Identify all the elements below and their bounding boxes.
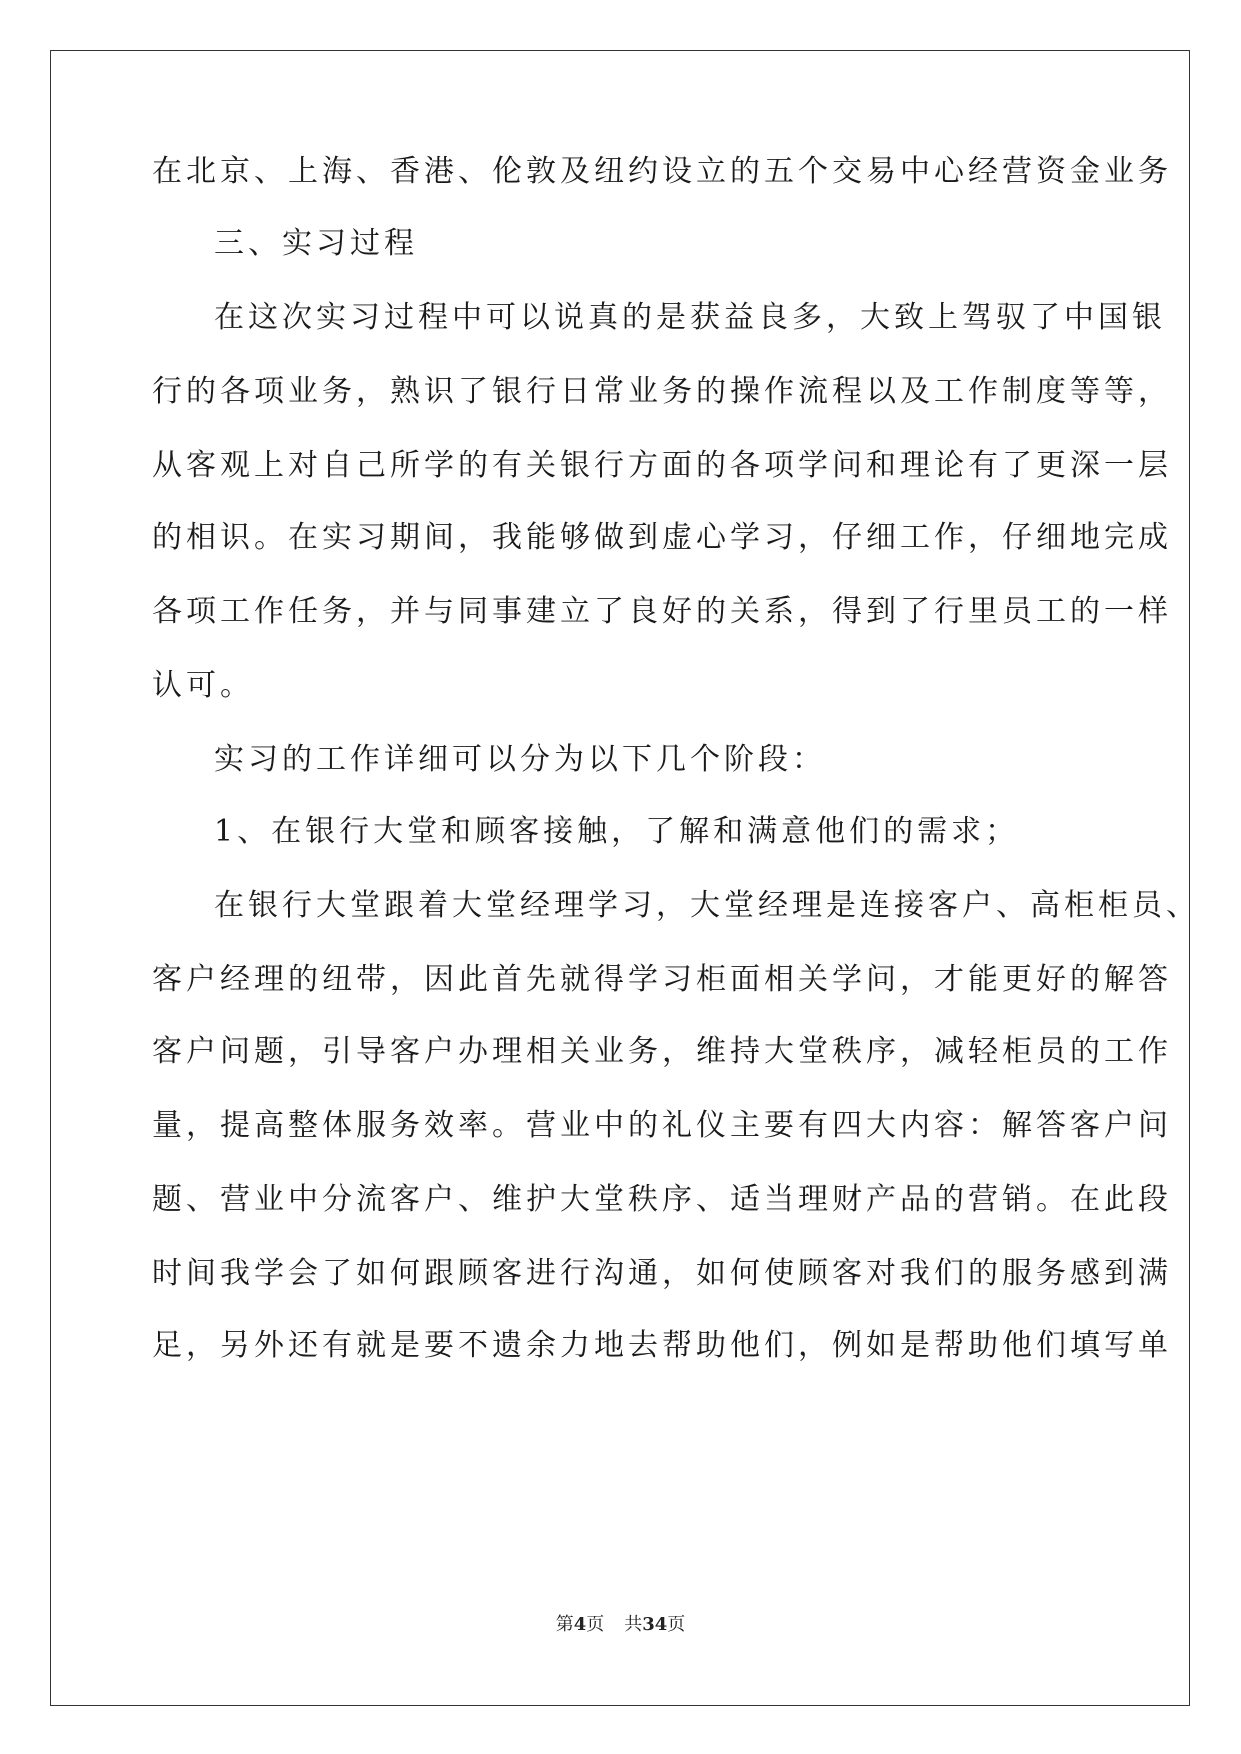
text-line: 在银行大堂跟着大堂经理学习，大堂经理是连接客户、高柜柜员、 — [214, 888, 1200, 923]
text-line: 客户经理的纽带，因此首先就得学习柜面相关学问，才能更好的解答 — [152, 962, 1172, 997]
page-footer — [0, 1614, 1241, 1636]
total-pages: 34 — [642, 1614, 668, 1635]
total-suffix: 页 — [667, 1614, 686, 1635]
text-line: 从客观上对自己所学的有关银行方面的各项学问和理论有了更深一层 — [152, 448, 1172, 483]
text-line: 足，另外还有就是要不遗余力地去帮助他们，例如是帮助他们填写单 — [152, 1328, 1172, 1363]
text-line: 时间我学会了如何跟顾客进行沟通，如何使顾客对我们的服务感到满 — [152, 1256, 1172, 1291]
text-line: 各项工作任务，并与同事建立了良好的关系，得到了行里员工的一样 — [152, 594, 1172, 629]
text-line: 认可。 — [152, 668, 254, 703]
text-line: 在北京、上海、香港、伦敦及纽约设立的五个交易中心经营资金业务 — [152, 154, 1172, 189]
page-suffix: 页 — [586, 1614, 605, 1635]
page-border — [50, 50, 1200, 1706]
text-line: 行的各项业务，熟识了银行日常业务的操作流程以及工作制度等等， — [152, 374, 1172, 409]
total-prefix: 共 — [624, 1614, 643, 1635]
text-line: 实习的工作详细可以分为以下几个阶段： — [214, 742, 826, 777]
text-line: 客户问题，引导客户办理相关业务，维持大堂秩序，减轻柜员的工作 — [152, 1034, 1172, 1069]
text-line: 量，提高整体服务效率。营业中的礼仪主要有四大内容：解答客户问 — [152, 1108, 1172, 1143]
text-line: 的相识。在实习期间，我能够做到虚心学习，仔细工作，仔细地完成 — [152, 520, 1172, 555]
section-heading: 三、实习过程 — [214, 226, 418, 261]
page-number: 4 — [573, 1614, 587, 1635]
list-item: 1、在银行大堂和顾客接触，了解和满意他们的需求； — [214, 814, 1020, 849]
text-line: 题、营业中分流客户、维护大堂秩序、适当理财产品的营销。在此段 — [152, 1182, 1172, 1217]
page-prefix: 第 — [555, 1614, 574, 1635]
text-line: 在这次实习过程中可以说真的是获益良多，大致上驾驭了中国银 — [214, 300, 1166, 335]
